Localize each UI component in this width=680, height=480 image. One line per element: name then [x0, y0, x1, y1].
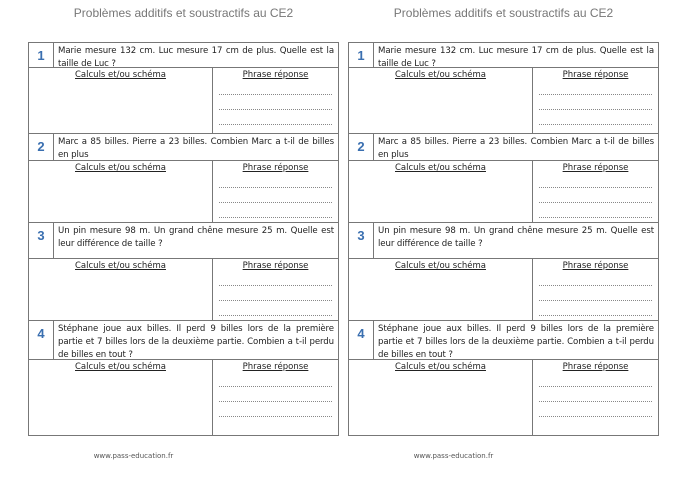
- answer-line[interactable]: [219, 413, 332, 417]
- problem-number: 2: [29, 134, 54, 160]
- answer-row: [29, 161, 338, 223]
- footer-url: www.pass-education.fr: [413, 452, 494, 460]
- problem-number: 1: [29, 43, 54, 67]
- calc-header: Calculs et/ou schéma: [395, 362, 486, 372]
- calc-header: Calculs et/ou schéma: [395, 163, 486, 173]
- calc-area[interactable]: [29, 68, 213, 133]
- worksheet-sheet: [348, 0, 659, 480]
- answer-header: Phrase réponse: [242, 362, 309, 372]
- problem-number: 4: [349, 321, 374, 359]
- problem-number: 3: [349, 223, 374, 258]
- answer-line[interactable]: [539, 184, 652, 188]
- answer-line[interactable]: [219, 184, 332, 188]
- answer-area[interactable]: [213, 161, 338, 222]
- answer-header: Phrase réponse: [562, 163, 629, 173]
- sheet-title: Problèmes additifs et soustractifs au CE2: [393, 6, 614, 20]
- calc-area[interactable]: [29, 161, 213, 222]
- answer-line[interactable]: [219, 398, 332, 402]
- answer-row: [349, 360, 658, 435]
- problem-number: 4: [29, 321, 54, 359]
- answer-line[interactable]: [219, 91, 332, 95]
- problem-row: [29, 321, 338, 360]
- answer-header: Phrase réponse: [242, 163, 309, 173]
- answer-row: [29, 259, 338, 321]
- answer-area[interactable]: [213, 259, 338, 320]
- calc-header: Calculs et/ou schéma: [395, 70, 486, 80]
- answer-header: Phrase réponse: [562, 261, 629, 271]
- answer-line[interactable]: [539, 312, 652, 316]
- answer-line[interactable]: [219, 121, 332, 125]
- answer-area[interactable]: [533, 259, 658, 320]
- answer-line[interactable]: [539, 383, 652, 387]
- answer-row: [349, 68, 658, 134]
- answer-header: Phrase réponse: [562, 70, 629, 80]
- answer-line[interactable]: [219, 282, 332, 286]
- answer-header: Phrase réponse: [562, 362, 629, 372]
- answer-line[interactable]: [219, 383, 332, 387]
- calc-area[interactable]: [29, 259, 213, 320]
- problem-number: 3: [29, 223, 54, 258]
- problem-row: [349, 43, 658, 68]
- calc-header: Calculs et/ou schéma: [75, 362, 166, 372]
- answer-line[interactable]: [539, 121, 652, 125]
- sheet-title: Problèmes additifs et soustractifs au CE2: [73, 6, 294, 20]
- answer-row: [349, 259, 658, 321]
- problem-text: Marc a 85 billes. Pierre a 23 billes. Combien Marc a t-il de billes en plus: [378, 137, 654, 160]
- problem-text: Marie mesure 132 cm. Luc mesure 17 cm de plus. Quelle est la taille de Luc ?: [58, 46, 334, 69]
- answer-line[interactable]: [219, 312, 332, 316]
- answer-area[interactable]: [533, 161, 658, 222]
- problem-text: Stéphane joue aux billes. Il perd 9 billes lors de la première partie et 7 billes lors de la deuxième partie. Combien a t-il perdu de billes en tout ?: [378, 324, 654, 360]
- answer-line[interactable]: [539, 91, 652, 95]
- answer-line[interactable]: [539, 398, 652, 402]
- worksheet-sheet: [28, 0, 339, 480]
- calc-header: Calculs et/ou schéma: [75, 70, 166, 80]
- footer-url: www.pass-education.fr: [93, 452, 174, 460]
- answer-area[interactable]: [213, 360, 338, 435]
- answer-line[interactable]: [539, 282, 652, 286]
- answer-line[interactable]: [219, 106, 332, 110]
- problem-row: [349, 223, 658, 259]
- answer-row: [29, 68, 338, 134]
- calc-area[interactable]: [29, 360, 213, 435]
- answer-header: Phrase réponse: [242, 261, 309, 271]
- answer-line[interactable]: [219, 214, 332, 218]
- answer-area[interactable]: [533, 68, 658, 133]
- answer-line[interactable]: [539, 413, 652, 417]
- answer-line[interactable]: [539, 297, 652, 301]
- calc-area[interactable]: [349, 68, 533, 133]
- problem-row: [29, 134, 338, 161]
- answer-line[interactable]: [219, 199, 332, 203]
- problem-row: [349, 134, 658, 161]
- calc-area[interactable]: [349, 360, 533, 435]
- calc-header: Calculs et/ou schéma: [75, 163, 166, 173]
- problem-row: [29, 223, 338, 259]
- problem-text: Marc a 85 billes. Pierre a 23 billes. Combien Marc a t-il de billes en plus: [58, 137, 334, 160]
- answer-line[interactable]: [539, 214, 652, 218]
- answer-header: Phrase réponse: [242, 70, 309, 80]
- calc-header: Calculs et/ou schéma: [75, 261, 166, 271]
- problem-number: 2: [349, 134, 374, 160]
- problem-number: 1: [349, 43, 374, 67]
- answer-line[interactable]: [219, 297, 332, 301]
- problems-table: [348, 42, 659, 436]
- answer-line[interactable]: [539, 106, 652, 110]
- calc-header: Calculs et/ou schéma: [395, 261, 486, 271]
- problem-row: [29, 43, 338, 68]
- answer-row: [29, 360, 338, 435]
- answer-area[interactable]: [533, 360, 658, 435]
- calc-area[interactable]: [349, 259, 533, 320]
- problem-text: Un pin mesure 98 m. Un grand chêne mesure 25 m. Quelle est leur différence de taille ?: [378, 226, 654, 249]
- problem-row: [349, 321, 658, 360]
- answer-row: [349, 161, 658, 223]
- answer-area[interactable]: [213, 68, 338, 133]
- answer-line[interactable]: [539, 199, 652, 203]
- problem-text: Marie mesure 132 cm. Luc mesure 17 cm de plus. Quelle est la taille de Luc ?: [378, 46, 654, 69]
- problem-text: Un pin mesure 98 m. Un grand chêne mesure 25 m. Quelle est leur différence de taille ?: [58, 226, 334, 249]
- calc-area[interactable]: [349, 161, 533, 222]
- problems-table: [28, 42, 339, 436]
- problem-text: Stéphane joue aux billes. Il perd 9 billes lors de la première partie et 7 billes lors de la deuxième partie. Combien a t-il perdu de billes en tout ?: [58, 324, 334, 360]
